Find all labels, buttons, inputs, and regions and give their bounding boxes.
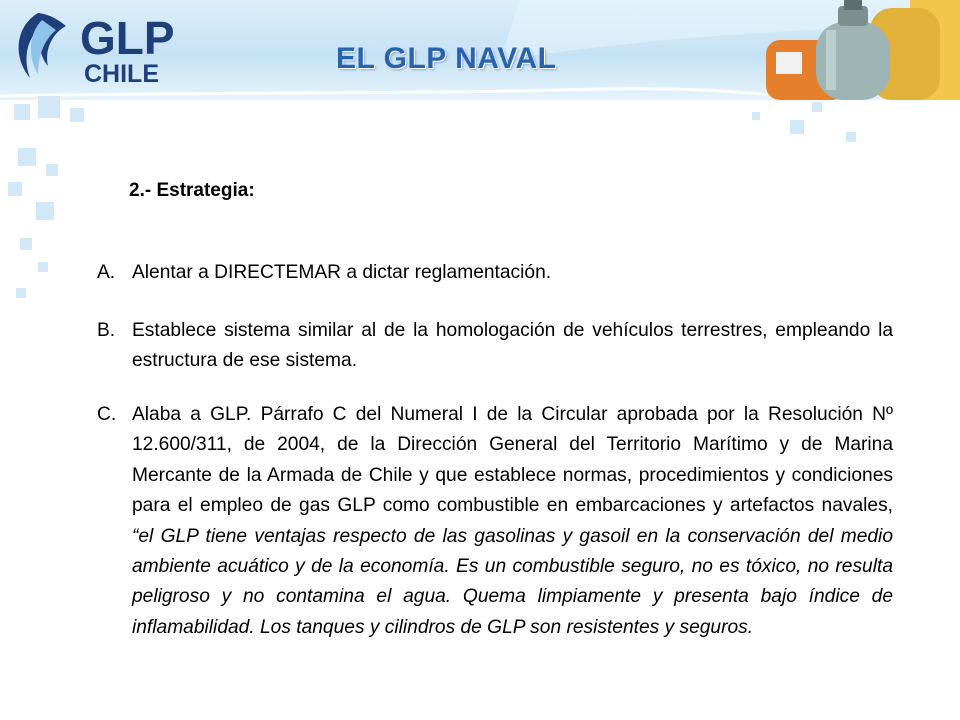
section-heading: 2.- Estrategia: bbox=[129, 180, 255, 201]
list-item-text bbox=[132, 400, 893, 643]
logo-text: GLP bbox=[80, 12, 175, 64]
list-item-b bbox=[97, 316, 893, 377]
page-title: EL GLP NAVAL bbox=[336, 42, 557, 75]
list-marker: B. bbox=[97, 320, 116, 341]
logo-subtext: CHILE bbox=[84, 60, 159, 88]
list-item-c bbox=[97, 400, 893, 643]
list-item-quote: “el GLP tiene ventajas respecto de las gasolinas y gasoil en la conservación del medio ambiente acuático y de la economía. Es un combustible seguro, no es tóxico, no resulta peligroso y no contamina el agua. Quema limpiamente y presenta bajo índice de inflamabilidad. Los tanques y cilindros de GLP son resistentes y seguros. bbox=[132, 525, 893, 638]
list-item-text: Alentar a DIRECTEMAR a dictar reglamentación. bbox=[132, 262, 552, 283]
list-item-a bbox=[97, 258, 893, 288]
list-item-text-plain: Alaba a GLP. Párrafo C del Numeral I de la Circular aprobada por la Resolución Nº 12.600/311, de 2004, de la Dirección General del Territorio Marítimo y de Marina Mercante de la Armada de Chile y que establece normas, procedimientos y condiciones para el empleo de gas GLP como combustible en embarcaciones y artefactos navales, bbox=[132, 404, 893, 517]
list-marker: A. bbox=[97, 262, 116, 283]
list-marker: C. bbox=[97, 404, 117, 425]
list-item-text: Establece sistema similar al de la homologación de vehículos terrestres, empleando la estructura de ese sistema. bbox=[132, 320, 893, 372]
